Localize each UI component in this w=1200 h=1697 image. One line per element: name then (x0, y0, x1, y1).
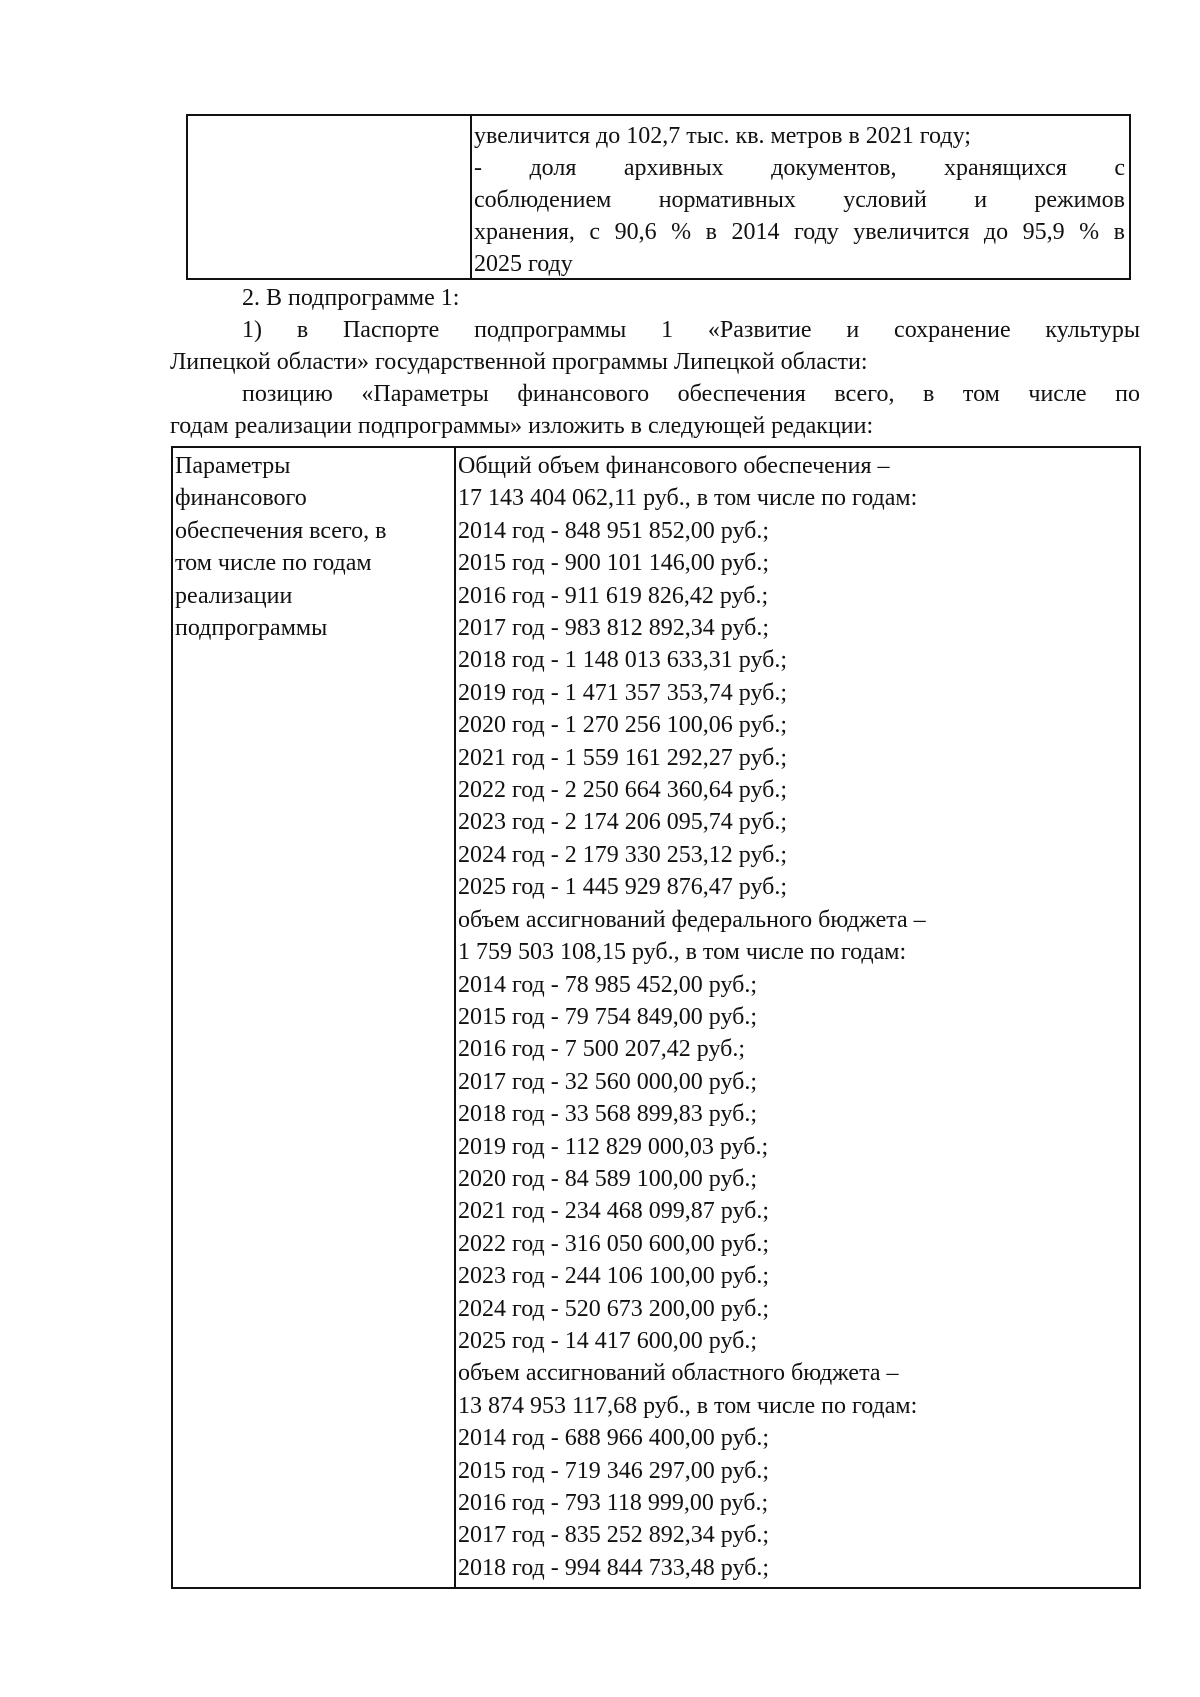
value-line: 2018 год - 1 148 013 633,31 руб.; (458, 647, 788, 674)
value-line: 2016 год - 7 500 207,42 руб.; (458, 1036, 746, 1063)
financing-table (171, 446, 1141, 1589)
value-line: 2020 год - 1 270 256 100,06 руб.; (458, 712, 788, 739)
value-line: 2019 год - 112 829 000,03 руб.; (458, 1133, 769, 1160)
table-line: - доля архивных документов, хранящихся с (474, 155, 1125, 181)
paragraph-item-2: 2. В подпрограмме 1: (242, 285, 460, 311)
value-line: 2020 год - 84 589 100,00 руб.; (458, 1165, 758, 1192)
value-line: 2014 год - 688 966 400,00 руб.; (458, 1425, 770, 1452)
value-line: 2017 год - 32 560 000,00 руб.; (458, 1068, 758, 1095)
value-line: объем ассигнований федерального бюджета – (458, 906, 926, 933)
value-line: 2016 год - 911 619 826,42 руб.; (458, 582, 769, 609)
value-line: 2017 год - 835 252 892,34 руб.; (458, 1522, 770, 1549)
amendment-text (170, 282, 1140, 442)
continuation-table-right-cell (472, 116, 1129, 280)
label-line: Параметры (175, 453, 291, 479)
value-line: 2023 год - 244 106 100,00 руб.; (458, 1263, 770, 1290)
value-line: 2024 год - 2 179 330 253,12 руб.; (458, 841, 788, 868)
label-line: обеспечения всего, в (175, 517, 387, 544)
label-line: том числе по годам (175, 550, 372, 577)
value-line: 1 759 503 108,15 руб., в том числе по годам: (458, 939, 907, 966)
paragraph-item-1-line-1: 1) в Паспорте подпрограммы 1 «Развитие и сохранение культуры (242, 317, 1140, 343)
value-line: 2023 год - 2 174 206 095,74 руб.; (458, 809, 788, 836)
value-line: 2021 год - 234 468 099,87 руб.; (458, 1198, 770, 1225)
table-line: увеличится до 102,7 тыс. кв. метров в 2021 году; (474, 123, 971, 149)
value-line: 2024 год - 520 673 200,00 руб.; (458, 1295, 770, 1322)
value-line: 2017 год - 983 812 892,34 руб.; (458, 615, 770, 642)
value-line: 2014 год - 78 985 452,00 руб.; (458, 971, 758, 998)
table-line: соблюдением нормативных условий и режимов (474, 187, 1125, 213)
value-line: 2022 год - 316 050 600,00 руб.; (458, 1230, 770, 1257)
label-line: реализации (175, 582, 293, 609)
paragraph-position-line-1: позицию «Параметры финансового обеспечения всего, в том числе по (242, 381, 1140, 407)
table-line: 2025 году (474, 251, 573, 277)
paragraph-position-line-2: годам реализации подпрограммы» изложить в следующей редакции: (170, 413, 874, 439)
paragraph-item-1-line-2: Липецкой области» государственной программы Липецкой области: (170, 349, 868, 375)
value-line: 17 143 404 062,11 руб., в том числе по годам: (458, 485, 918, 512)
label-line: финансового (175, 485, 307, 512)
value-line: объем ассигнований областного бюджета – (458, 1360, 899, 1387)
financing-table-value-cell (456, 448, 1139, 1587)
value-line: 2025 год - 14 417 600,00 руб.; (458, 1327, 758, 1354)
value-line: 2025 год - 1 445 929 876,47 руб.; (458, 874, 788, 901)
financing-table-label-cell (173, 448, 456, 1587)
continuation-table (186, 114, 1131, 280)
value-line: 2016 год - 793 118 999,00 руб.; (458, 1490, 769, 1516)
value-line: 2019 год - 1 471 357 353,74 руб.; (458, 679, 788, 706)
value-line: 2015 год - 900 101 146,00 руб.; (458, 550, 770, 577)
value-line: 2018 год - 33 568 899,83 руб.; (458, 1101, 758, 1128)
continuation-table-left-cell (188, 116, 472, 280)
value-line: 2021 год - 1 559 161 292,27 руб.; (458, 744, 788, 771)
label-line: подпрограммы (175, 615, 328, 642)
value-line: 2018 год - 994 844 733,48 руб.; (458, 1554, 770, 1581)
table-line: хранения, с 90,6 % в 2014 году увеличится до 95,9 % в (474, 219, 1125, 245)
value-line: Общий объем финансового обеспечения – (458, 453, 890, 479)
value-line: 2014 год - 848 951 852,00 руб.; (458, 517, 770, 544)
value-line: 13 874 953 117,68 руб., в том числе по годам: (458, 1392, 918, 1419)
value-line: 2015 год - 79 754 849,00 руб.; (458, 1003, 758, 1030)
value-line: 2015 год - 719 346 297,00 руб.; (458, 1457, 770, 1484)
value-line: 2022 год - 2 250 664 360,64 руб.; (458, 777, 788, 804)
